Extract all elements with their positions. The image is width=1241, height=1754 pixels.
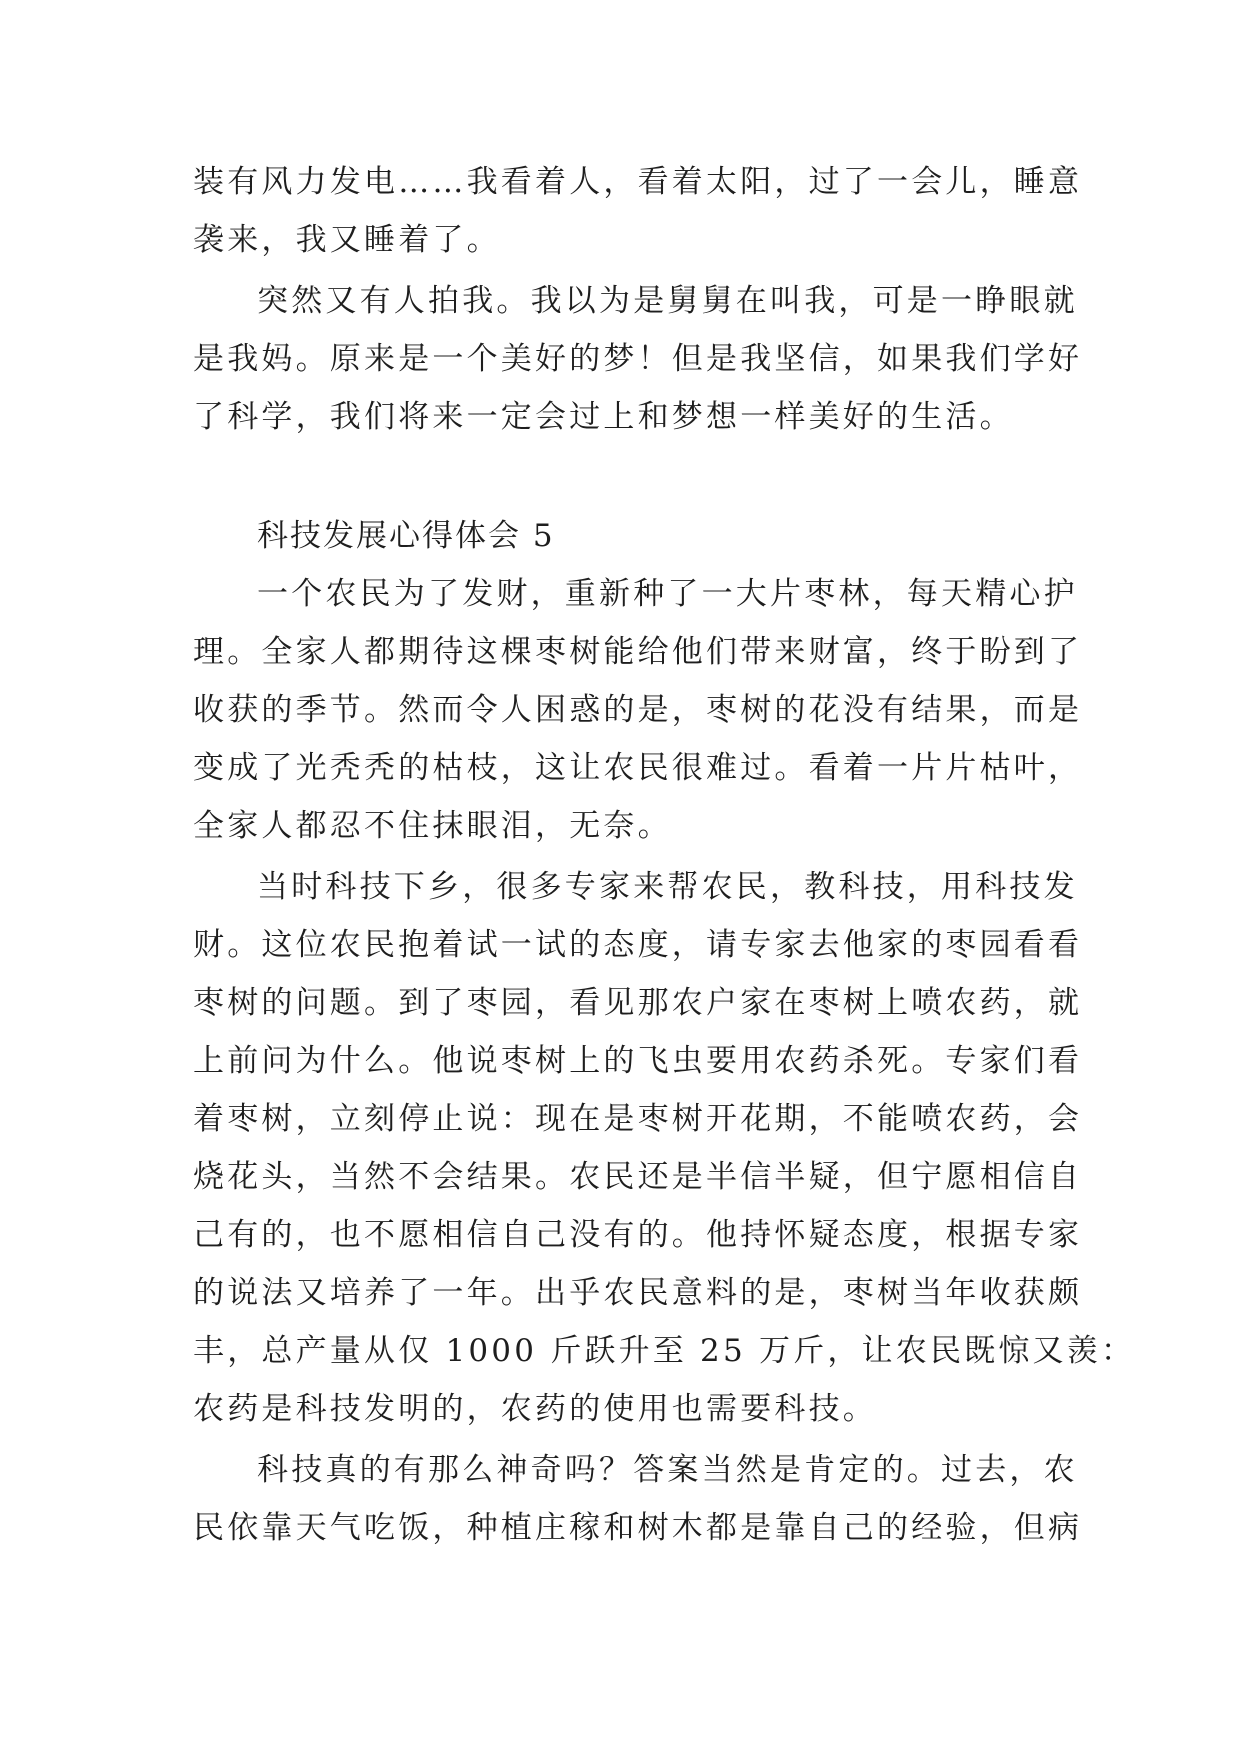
text-line-7: 一个农民为了发财，重新种了一大片枣林，每天精心护 xyxy=(257,576,1078,612)
text-line-12: 当时科技下乡，很多专家来帮农民，教科技，用科技发 xyxy=(257,869,1078,905)
text-line-15: 上前问为什么。他说枣树上的飞虫要用农药杀死。专家们看 xyxy=(193,1043,1083,1079)
text-line-19: 的说法又培养了一年。出乎农民意料的是，枣树当年收获颇 xyxy=(193,1275,1083,1311)
text-line-11: 全家人都忍不住抹眼泪，无奈。 xyxy=(193,808,672,844)
text-line-22: 科技真的有那么神奇吗？答案当然是肯定的。过去，农 xyxy=(257,1452,1078,1488)
text-line-8: 理。全家人都期待这棵枣树能给他们带来财富，终于盼到了 xyxy=(193,634,1083,670)
text-line-10: 变成了光秃秃的枯枝，这让农民很难过。看着一片片枯叶， xyxy=(193,750,1083,786)
text-line-23: 民依靠天气吃饭，种植庄稼和树木都是靠自己的经验，但病 xyxy=(193,1510,1083,1546)
text-line-20: 丰，总产量从仅 1000 斤跃升至 25 万斤，让农民既惊又羡： xyxy=(193,1333,1136,1369)
text-line-1: 装有风力发电……我看着人，看着太阳，过了一会儿，睡意 xyxy=(193,164,1083,200)
text-line-18: 己有的，也不愿相信自己没有的。他持怀疑态度，根据专家 xyxy=(193,1217,1083,1253)
text-line-21: 农药是科技发明的，农药的使用也需要科技。 xyxy=(193,1391,877,1427)
text-line-4: 是我妈。原来是一个美好的梦！但是我坚信，如果我们学好 xyxy=(193,341,1083,377)
text-line-3: 突然又有人拍我。我以为是舅舅在叫我，可是一睁眼就 xyxy=(257,283,1078,319)
text-line-17: 烧花头，当然不会结果。农民还是半信半疑，但宁愿相信自 xyxy=(193,1159,1083,1195)
section-heading: 科技发展心得体会 5 xyxy=(257,518,555,554)
text-line-16: 着枣树，立刻停止说：现在是枣树开花期，不能喷农药，会 xyxy=(193,1101,1083,1137)
text-line-2: 袭来，我又睡着了。 xyxy=(193,222,501,258)
text-line-9: 收获的季节。然而令人困惑的是，枣树的花没有结果，而是 xyxy=(193,692,1083,728)
text-line-14: 枣树的问题。到了枣园，看见那农户家在枣树上喷农药，就 xyxy=(193,985,1083,1021)
text-line-5: 了科学，我们将来一定会过上和梦想一样美好的生活。 xyxy=(193,399,1014,435)
text-line-13: 财。这位农民抱着试一试的态度，请专家去他家的枣园看看 xyxy=(193,927,1083,963)
